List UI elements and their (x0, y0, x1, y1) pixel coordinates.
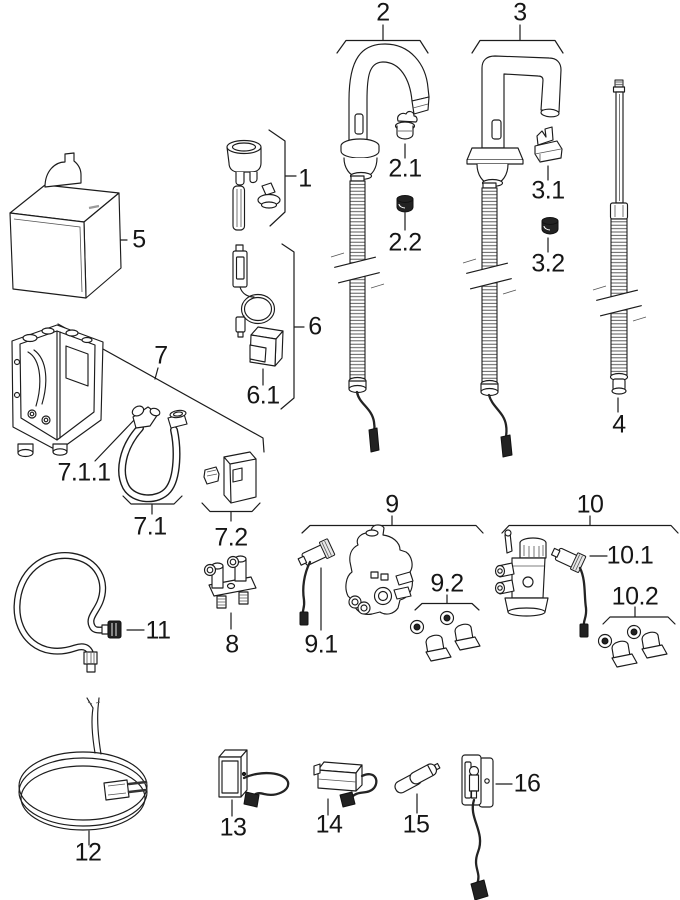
part-1-fixing-set (227, 141, 280, 231)
callout-9: 9 (385, 490, 399, 519)
part-10-1-solenoid-with-cable (549, 543, 588, 637)
callout-7-2: 7.2 (214, 523, 248, 552)
callout-8: 8 (225, 630, 239, 659)
part-12-mains-cable (19, 698, 147, 830)
part-9-valve-assembly (346, 525, 413, 614)
callout-14: 14 (315, 810, 343, 839)
part-4-supply-hose (593, 80, 646, 394)
part-2-1-aerator (396, 112, 418, 139)
callout-10-2: 10.2 (611, 582, 659, 611)
callout-2-1: 2.1 (388, 154, 422, 183)
callout-2-2: 2.2 (388, 228, 422, 257)
callout-10-1: 10.1 (606, 541, 654, 570)
callout-1: 1 (298, 164, 312, 193)
callout-5: 5 (132, 225, 146, 254)
callout-2: 2 (376, 0, 390, 27)
callout-9-1: 9.1 (304, 630, 338, 659)
part-9-1-solenoid-with-cable (296, 539, 335, 625)
callout-6: 6 (308, 312, 322, 341)
callout-10: 10 (576, 490, 604, 519)
callout-3: 3 (513, 0, 527, 27)
part-5-control-box (10, 153, 121, 298)
part-13-power-supply (219, 750, 288, 807)
part-8-fastening-bracket (205, 556, 257, 608)
callout-3-1: 3.1 (531, 176, 565, 205)
callout-6-1: 6.1 (246, 381, 280, 410)
callout-3-2: 3.2 (531, 249, 565, 278)
part-11-flexible-hose (17, 555, 121, 672)
callout-11: 11 (145, 616, 171, 645)
callout-7-1-1: 7.1.1 (57, 458, 111, 487)
part-16-sensor-plate (462, 755, 493, 900)
part-15-batteries (393, 760, 441, 794)
part-7-rough-in-box (12, 325, 103, 457)
callout-7-1: 7.1 (133, 512, 167, 541)
part-3-1-clamp (535, 127, 562, 162)
part-9-2-fittings-set (411, 612, 481, 662)
callout-4: 4 (612, 410, 626, 439)
callout-7: 7 (154, 341, 168, 370)
part-3-2-seal (542, 218, 558, 235)
part-6-sensor-with-cable (233, 245, 275, 337)
part-14-battery-box (314, 762, 376, 807)
callout-16: 16 (513, 769, 541, 798)
part-10-valve-assembly (496, 530, 549, 616)
part-7-1-connection-hose (122, 404, 187, 498)
part-10-2-fittings-set (599, 626, 668, 668)
part-6-1-connector-box (250, 327, 283, 366)
part-7-2-box-insert (204, 452, 256, 503)
callout-15: 15 (402, 810, 430, 839)
callout-12: 12 (74, 838, 102, 867)
part-2-2-seal (397, 196, 413, 213)
callout-9-2: 9.2 (430, 569, 464, 598)
callout-13: 13 (219, 813, 247, 842)
